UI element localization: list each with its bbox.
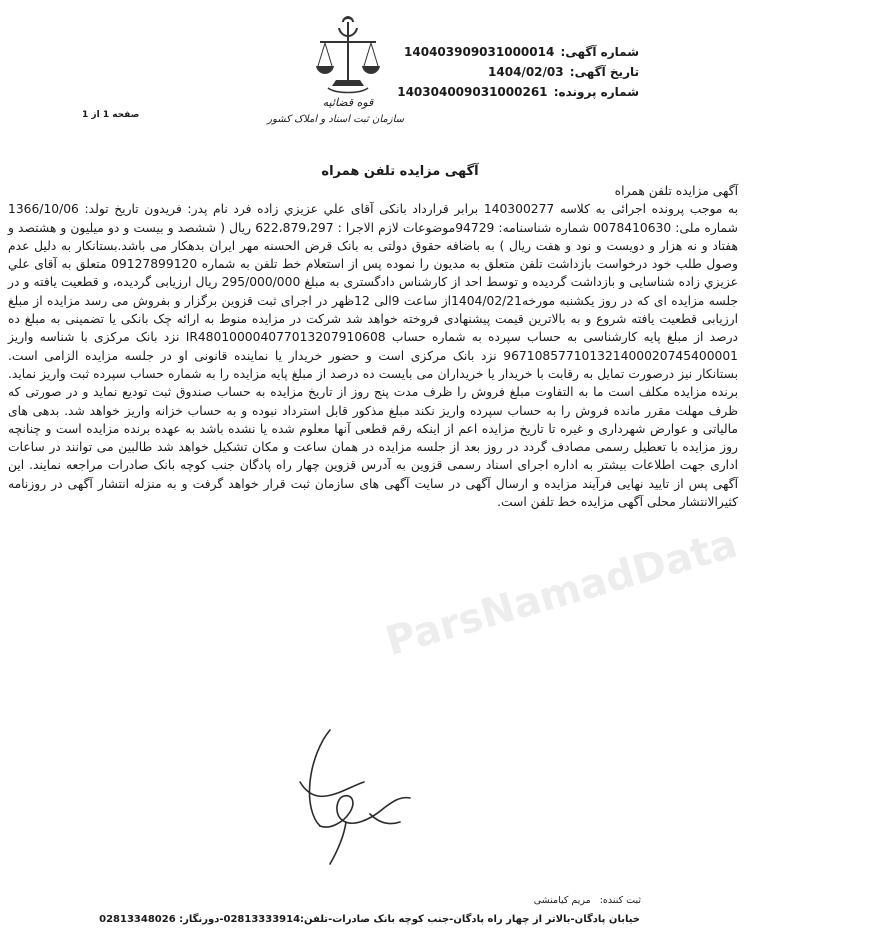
signature-mark [260, 722, 430, 872]
page-indicator: صفحه 1 از 1 [82, 110, 140, 120]
notice-meta [397, 42, 639, 102]
registrar [534, 895, 641, 906]
registrar-name: مریم کیامنشی [533, 895, 591, 906]
document-subtitle: آگهی مزایده تلفن همراه [614, 184, 738, 198]
case-number-row [397, 82, 639, 102]
footer-address: خیابان پادگان-بالاتر از چهار راه پادگان-جنب کوچه بانک صادرات-تلفن:02813333914-دورنگار: 02813348026 [99, 914, 640, 925]
scales-of-justice-icon [292, 14, 404, 104]
judiciary-emblem [267, 14, 404, 132]
document-body [8, 182, 738, 511]
document-title: آگهی مزایده تلفن همراه [321, 164, 479, 179]
notice-number-value: 140403909031000014 [404, 45, 555, 59]
case-number-label: شماره پرونده: [553, 85, 639, 99]
notice-number-label: شماره آگهی: [560, 45, 639, 59]
document-body-text: به موجب پرونده اجرائی به کلاسه 140300277 برابر قرارداد بانکی آقای علي عزيزي زاده فرد نام پدر: فريدون تاریخ تولد: 1366/10/06 شماره ملی: 0078410630 شماره شناسنامه: 94729موضوعات لازم الاجرا : 622،879،297 ریال ( ششصد و بیست و دو میلیون و هشتصد و هفتاد و نه هزار و دویست و نود و هفت ریال ) به باضافه حقوق دولتی به بانک قرض الحسنه مهر ایران بدهکار می باشد.بستانکار به دلیل عدم وصول طلب خود درخواست بازداشت تلفن متعلق به مدیون را نموده پس از استعلام خط تلفن به شماره 09127899120 متعلق به آقای علي عزيزي زاده شناسایی و بازداشت گردیده و توسط احد از کارشناس دادگستری به مبلغ 295/000/000 ریال ارزیابی گردیده، و قطعیت یافته و در جلسه مزایده ای که در روز یکشنبه مورخه1404/02/21از ساعت 9الی 12ظهر در اجرای ثبت قزوین برگزار و بفروش می رسد مزایده از مبلغ ارزیابی قطعیت یافته شروع و به بالاترین قیمت پیشنهادی فروخته خواهد شد شرکت در مزایده منوط به ارائه چک بانکی یا تضمینی به مبلغ ده درصد از مبلغ پایه کارشناسی به حساب سپرده به شماره حساب IR480100004077013207910608 نزد بانک مرکزی با شناسه واریز 967108577101321400020745400001 نزد بانک مرکزی است و حضور خریدار یا نماینده قانونی او در جلسه مزایده الزامی است. بستانکار نیز درصورت تمایل به رقابت با خریدار یا خریداران می بایست ده درصد از مبلغ پایه مزایده را به شماره حساب سپرده ثبت واریز نماید. برنده مزایده مکلف است ما به التفاوت مبلغ فروش را ظرف مدت پنج روز از تاریخ مزایده به حساب صندوق ثبت تودیع نماید و در صورتی که ظرف مهلت مقرر مانده فروش را به حساب سپرده واریز نکند مبلغ مذکور قابل استرداد نبوده و به حساب خزانه واریز خواهد شد. بدهی های مالیاتی و عوارض شهرداری و غیره تا تاریخ مزایده اعم از اینکه رقم قطعی آنها معلوم شده یا نشده باشد به عهده برنده مزایده است و چنانچه روز مزایده با تعطیل رسمی مصادف گردد در روز بعد از جلسه مزایده در همان ساعت و مکان تشکیل خواهد شد طالبین می توانند در ساعات اداری جهت اطلاعات بیشتر به اداره اجرای اسناد رسمی قزوین به آدرس قزوین چهار راه پادگان جنب کوچه بانک صادرات مراجعه نمایند. این آگهی پس از تایید نهایی فرآیند مزایده و ارسال آگهی در سایت آگهی های سازمان ثبت قرار خواهد گرفت و به منزله انتشار آگهی در روزنامه کثیرالانتشار محلی آگهی مزایده خط تلفن است. [8, 202, 739, 510]
notice-date-row [397, 62, 639, 82]
watermark: ParsNamadData [380, 520, 743, 666]
emblem-organization-text: سازمان ثبت اسناد و املاک کشور [267, 114, 404, 125]
emblem-judiciary-text: قوه قضائیه [322, 96, 374, 109]
case-number-value: 140304009031000261 [397, 85, 548, 99]
registrar-label: ثبت کننده: [599, 895, 641, 906]
notice-number-row [397, 42, 639, 62]
notice-date-label: تاریخ آگهی: [569, 65, 639, 79]
notice-date-value: 1404/02/03 [488, 65, 564, 79]
